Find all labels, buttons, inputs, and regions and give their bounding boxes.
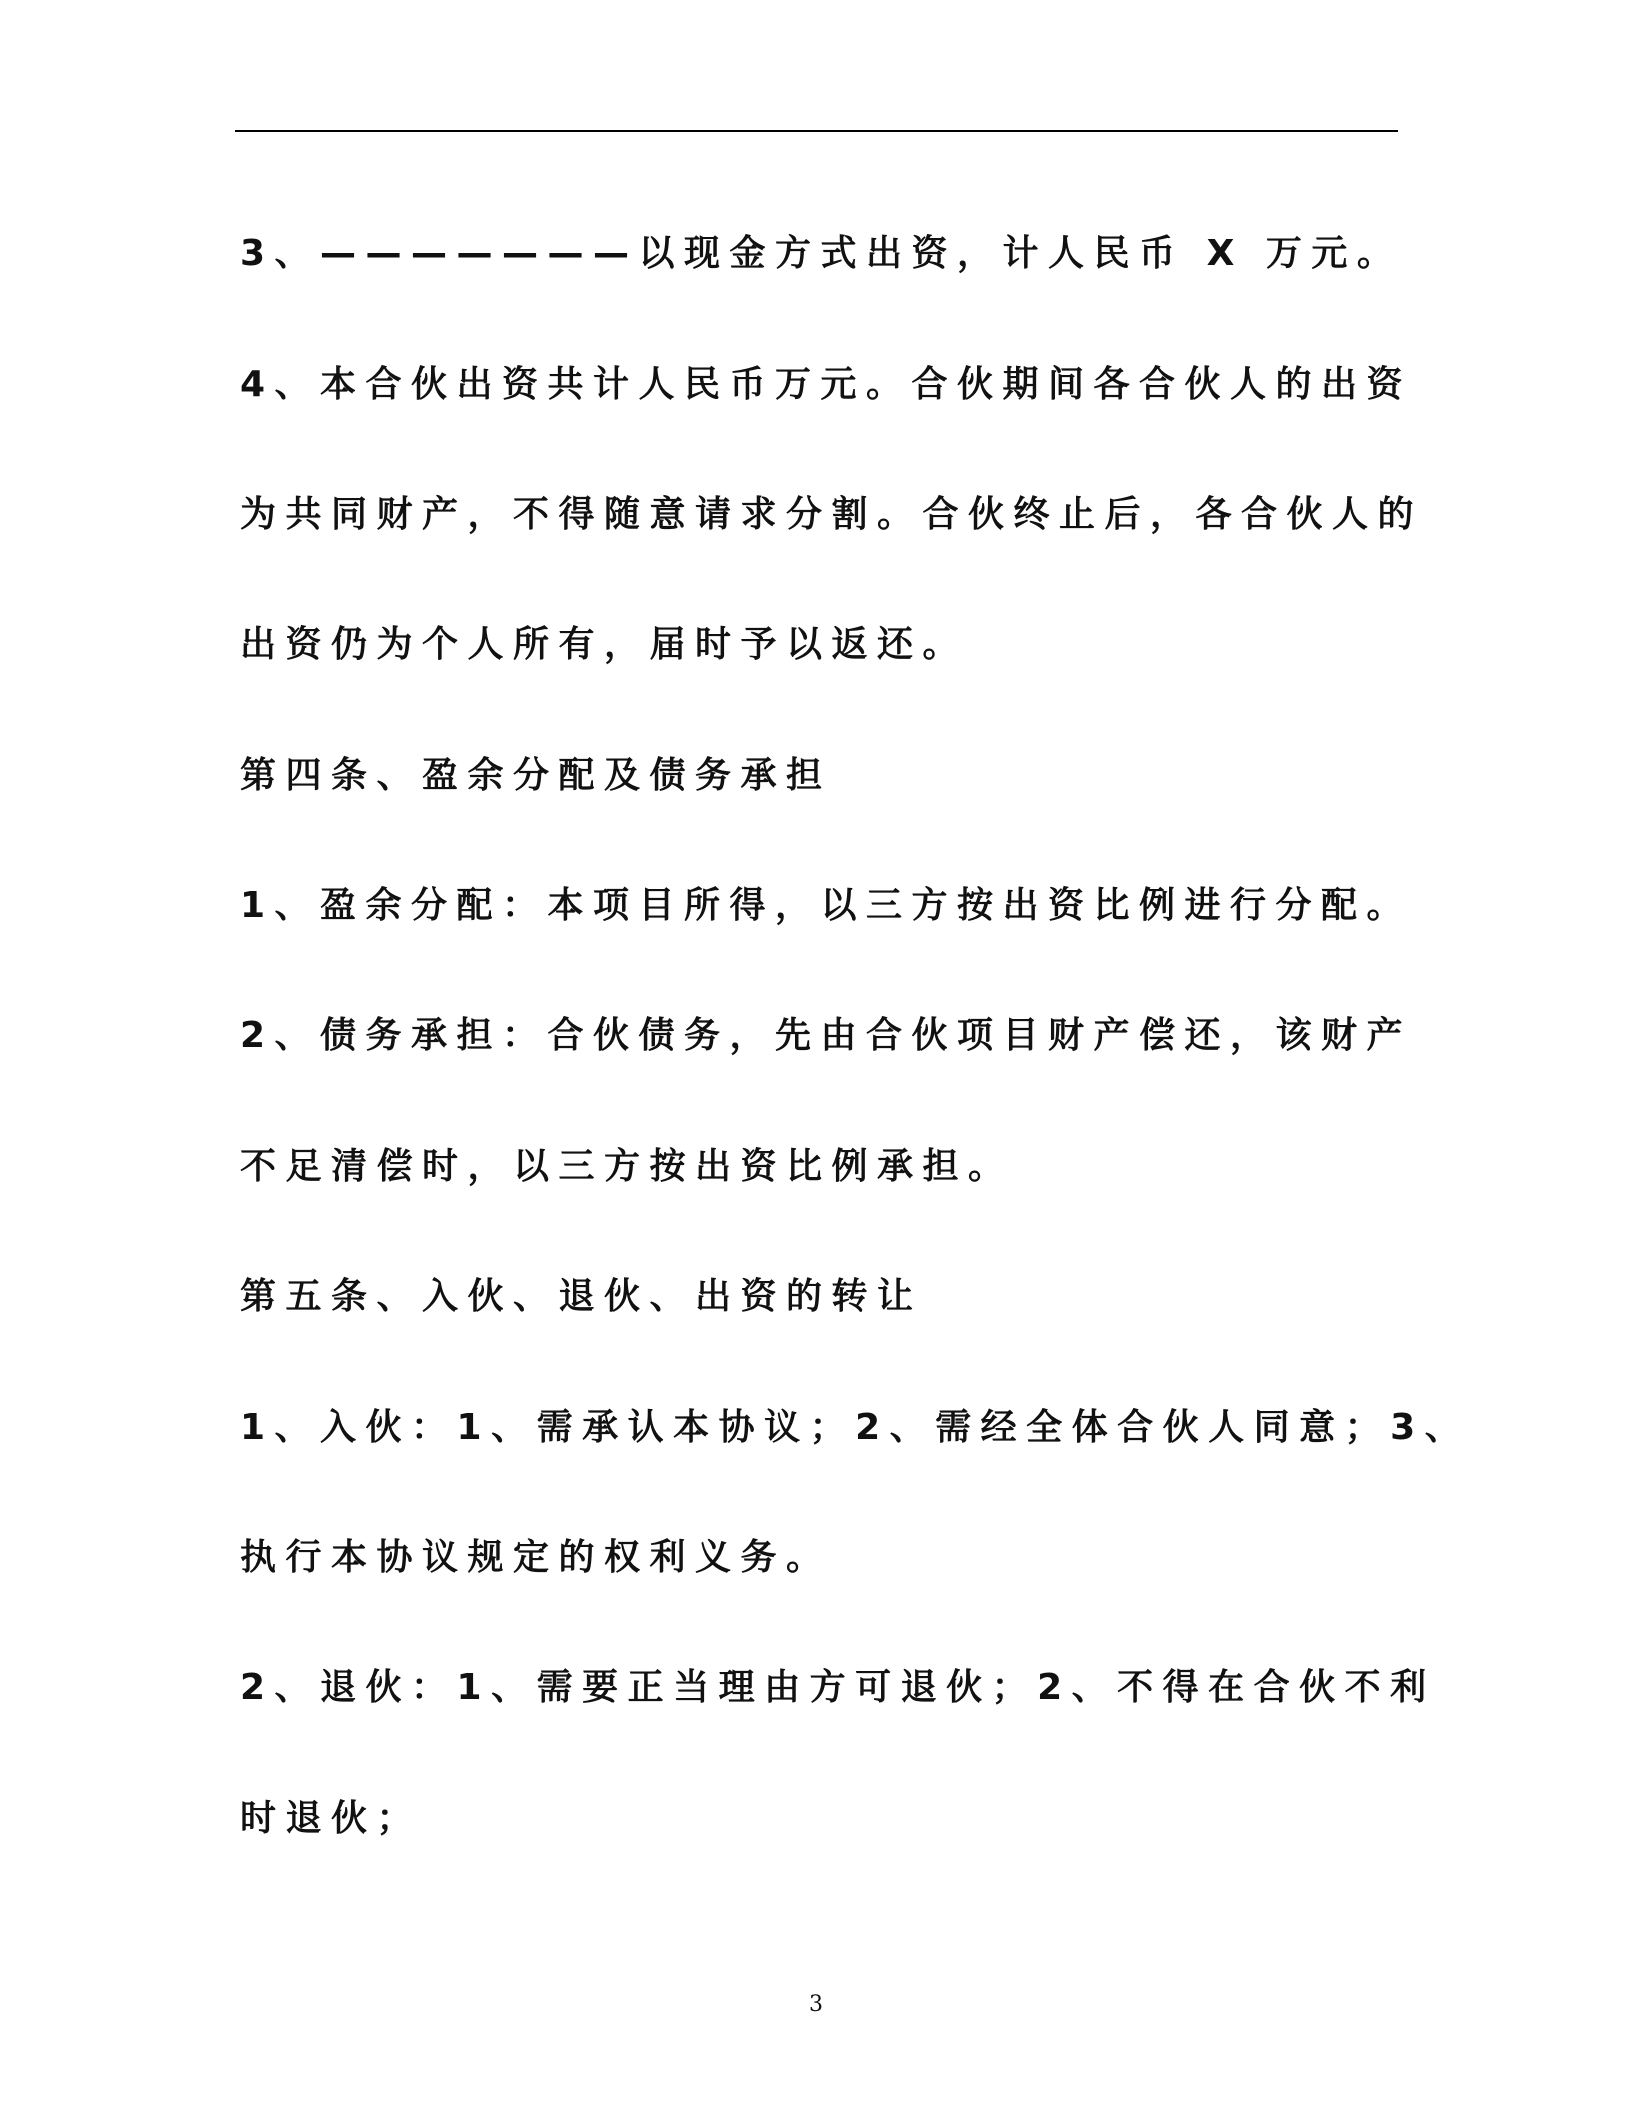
text-line-12: 2、退伙：1、需要正当理由方可退伙；2、不得在合伙不利	[240, 1667, 1436, 1708]
text-line-7: 2、债务承担：合伙债务，先由合伙项目财产偿还，该财产	[240, 1015, 1413, 1056]
text-line-4: 出资仍为个人所有，届时予以返还。	[240, 624, 969, 665]
section-heading-4: 第四条、盈余分配及债务承担	[240, 755, 832, 796]
text-line-10: 1、入伙：1、需承认本协议；2、需经全体合伙人同意；3、	[240, 1407, 1471, 1448]
text-line-3: 为共同财产，不得随意请求分割。合伙终止后，各合伙人的	[240, 494, 1424, 535]
section-heading-5: 第五条、入伙、退伙、出资的转让	[240, 1276, 923, 1317]
page-number: 3	[809, 1992, 823, 2017]
text-line-13: 时退伙；	[240, 1798, 423, 1839]
text-line-8: 不足清偿时，以三方按出资比例承担。	[240, 1146, 1014, 1187]
text-line-1: 3、———————以现金方式出资，计人民币 X 万元。	[240, 233, 1403, 274]
text-line-11: 执行本协议规定的权利义务。	[240, 1537, 832, 1578]
text-line-2: 4、本合伙出资共计人民币万元。合伙期间各合伙人的出资	[240, 364, 1413, 405]
header-rule	[235, 130, 1398, 132]
text-line-6: 1、盈余分配：本项目所得，以三方按出资比例进行分配。	[240, 885, 1413, 926]
